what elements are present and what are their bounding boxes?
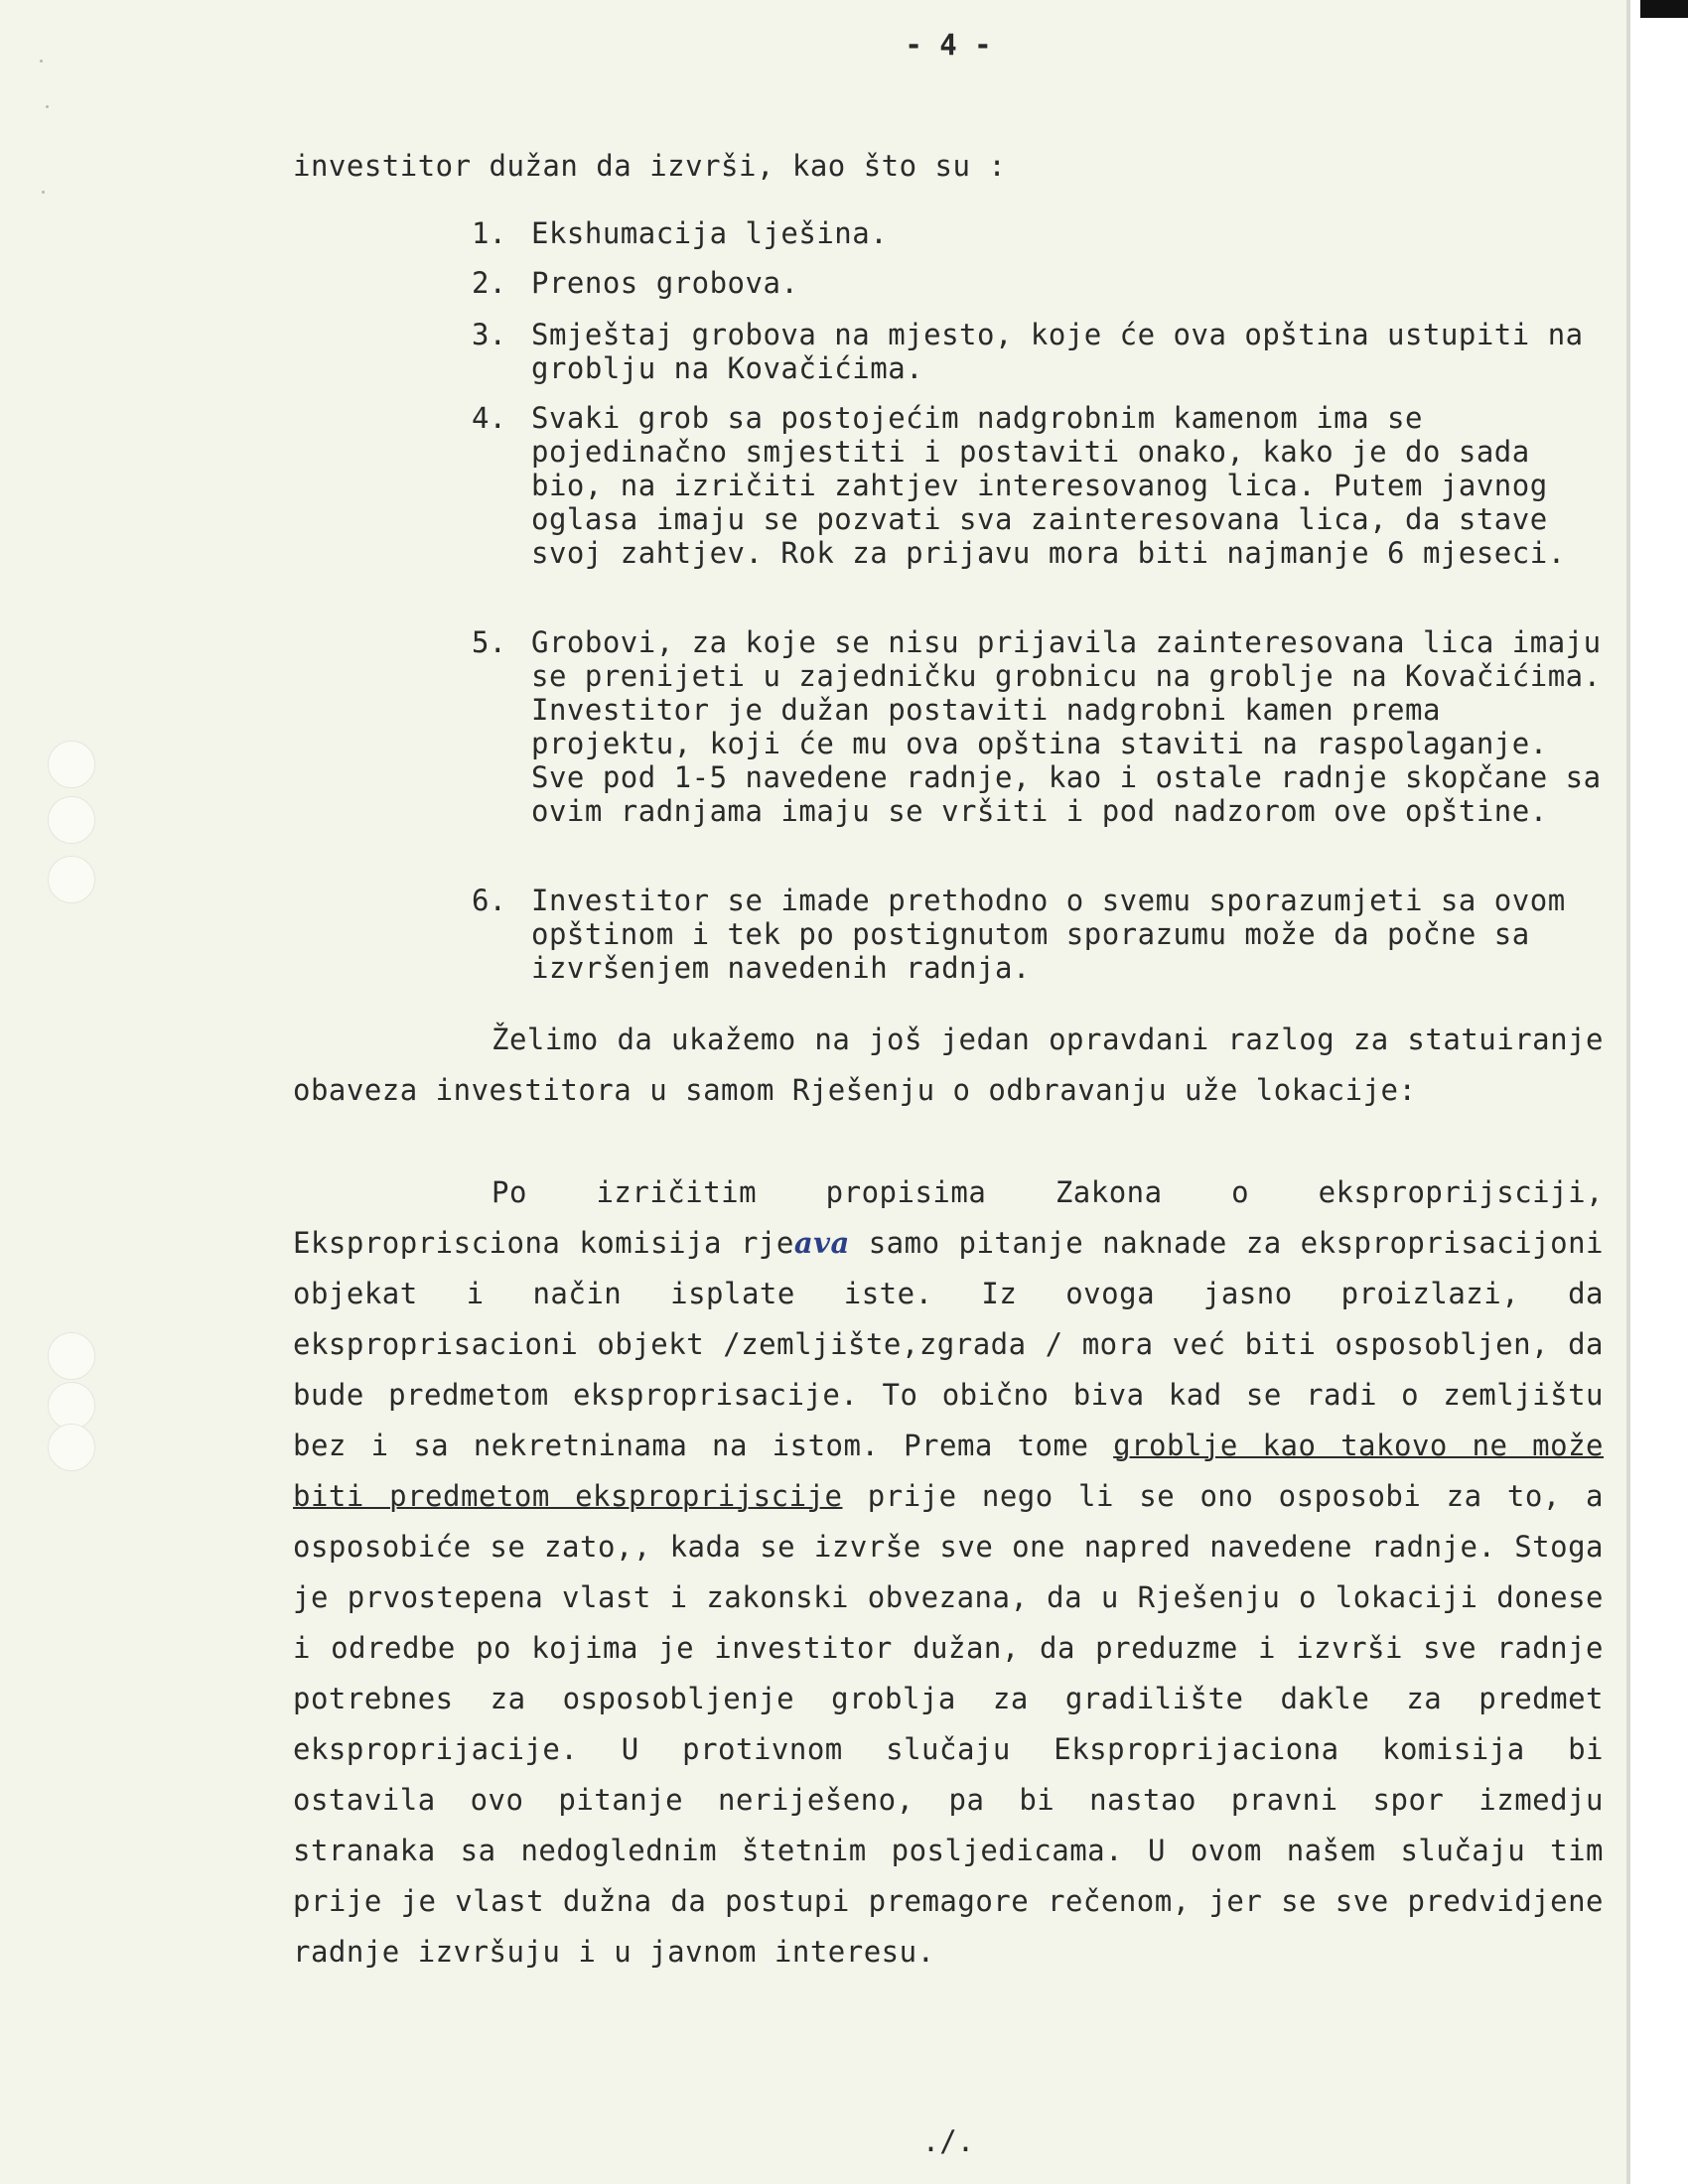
paragraph-text: samo pitanje naknade za eksproprisacijoni objekat i način isplate iste. Iz ovoga jasno proizlazi, da eksproprisacioni objekt /zemljište,zgrada / mora već biti osposobljen, da bude predmetom eksproprisacije. To obično biva kad se radi o zemljištu bez i sa nekretninama na istom. Prema tome (293, 1226, 1604, 1462)
paragraph-text: prije nego li se ono osposobi za to, a osposobiće se zato,, kada se izvrše sve one napred navedene radnje. Stoga je prvostepena vlast i zakonski obvezana, da u Rješenju o lokaciji donese i odredbe po kojima je investitor dužan, da preduzme i izvrši sve radnje potrebnes za osposobljenje groblja za gradilište dakle za predmet eksproprijacije. U protivnom slučaju Eksproprijaciona komisija bi ostavila ovo pitanje neriješeno, pa bi nastao pravni spor izmedju stranaka sa nedoglednim štetnim posljedicama. U ovom našem slučaju tim prije je vlast dužna da postupi premagore rečenom, jer se sve predvidjene radnje izvršuju i u javnom interesu. (293, 1479, 1604, 1969)
item-text: Grobovi, za koje se nisu prijavila zainteresovana lica imaju se prenijeti u zajedničku grobnicu na groblje na Kovačićima. Investitor je dužan postaviti nadgrobni kamen prema projektu, koji će mu ova opština staviti na raspolaganje. Sve pod 1-5 navedene radnje, kao i ostale radnje skopčane sa ovim radnjama imaju se vršiti i pod nadzorom ove opštine. (531, 625, 1602, 828)
item-number: 1. (472, 216, 506, 250)
punch-hole (48, 796, 95, 844)
item-text: Svaki grob sa postojećim nadgrobnim kamenom ima se pojedinačno smjestiti i postaviti onako, kako je do sada bio, na izričiti zahtjev interesovanog lica. Putem javnog oglasa imaju se pozvati sva zainteresovana lica, da stave svoj zahtjev. Rok za prijavu mora biti najmanje 6 mjeseci. (531, 401, 1566, 570)
item-text: Smještaj grobova na mjesto, koje će ova opština ustupiti na groblju na Kovačićima. (531, 318, 1584, 385)
punch-hole (48, 856, 95, 903)
punch-hole (48, 1332, 95, 1380)
continuation-mark: ./. (921, 2124, 975, 2158)
scan-speck (46, 105, 49, 108)
scan-margin (1630, 0, 1688, 2184)
punch-hole (48, 1424, 95, 1471)
handwritten-correction: ava (793, 1226, 850, 1260)
paragraph-text: Po izričitim propisima Zakona o eksproprijsciji, Eksproprisciona komisija rje (293, 1175, 1604, 1260)
item-number: 3. (472, 318, 506, 351)
paragraph (293, 1015, 1604, 1116)
paragraph-text: Želimo da ukažemo na još jedan opravdani razlog za statuiranje obaveza investitora u samom Rješenju o odbravanju uže lokacije: (293, 1023, 1604, 1107)
scan-speck (40, 60, 43, 63)
underlined-phrase: groblje kao takovo ne može biti predmetom eksproprijscije (293, 1429, 1604, 1513)
item-number: 4. (472, 401, 506, 435)
item-text: Prenos grobova. (531, 266, 799, 300)
punch-hole (48, 741, 95, 788)
item-number: 5. (472, 625, 506, 659)
paragraph (293, 1167, 1604, 1978)
item-number: 6. (472, 884, 506, 917)
item-number: 2. (472, 266, 506, 300)
page-number: - 4 - (905, 28, 992, 62)
scan-speck (42, 191, 45, 194)
item-text: Investitor se imade prethodno o svemu sporazumjeti sa ovom opštinom i tek po postignutom sporazumu može da počne sa izvršenjem navedenih radnja. (531, 884, 1566, 985)
scan-corner-mark (1640, 0, 1688, 18)
punch-hole (48, 1382, 95, 1430)
item-text: Ekshumacija lješina. (531, 216, 889, 250)
intro-line: investitor dužan da izvrši, kao što su : (293, 149, 1007, 183)
